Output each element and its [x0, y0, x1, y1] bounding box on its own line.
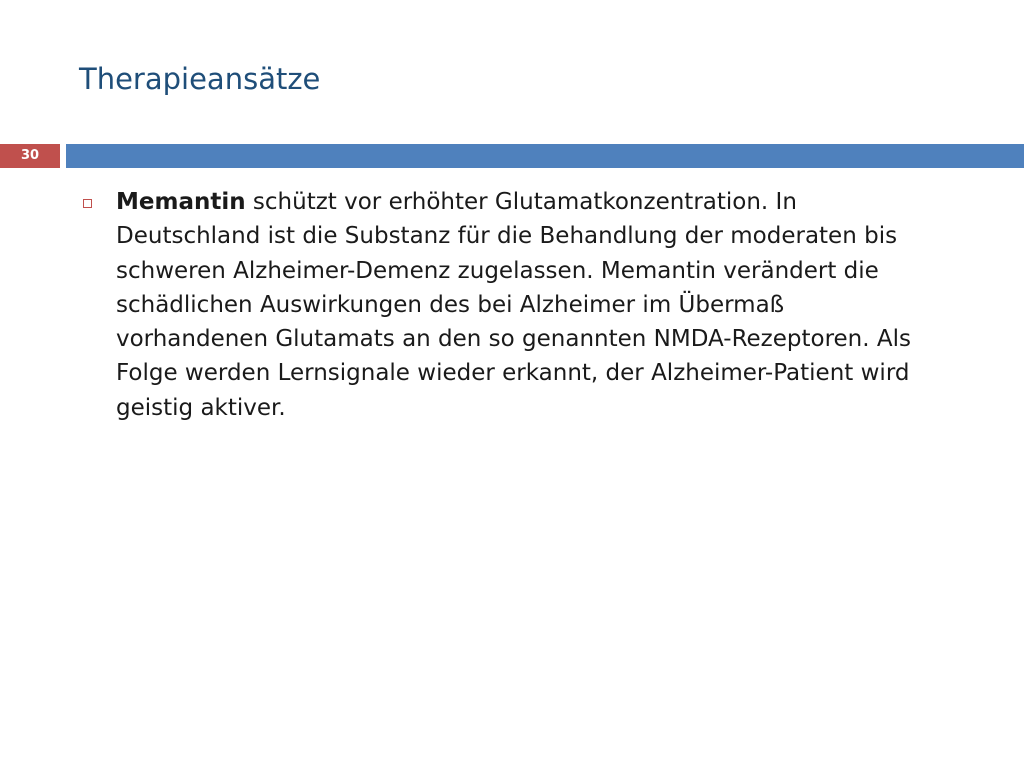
slide-number-badge: 30 — [0, 144, 60, 168]
bullet-lead-term: Memantin — [116, 189, 246, 215]
bullet-body: schützt vor erhöhter Glutamatkonzentration. In Deutschland ist die Substanz für die Behandlung der moderaten bis schweren Alzheimer-Demenz zugelassen. Memantin verändert die schädlichen Auswirkungen des bei Alzheimer im Übermaß vorhandenen Glutamats an den so genannten NMDA-Rezeptoren. Als Folge werden Lernsignale wieder erkannt, der Alzheimer-Patient wird geistig aktiver. — [116, 189, 911, 421]
bullet-square-icon — [83, 199, 92, 208]
bullet-text — [116, 185, 926, 425]
header-bar — [66, 144, 1024, 168]
slide-title: Therapieansätze — [79, 62, 321, 96]
